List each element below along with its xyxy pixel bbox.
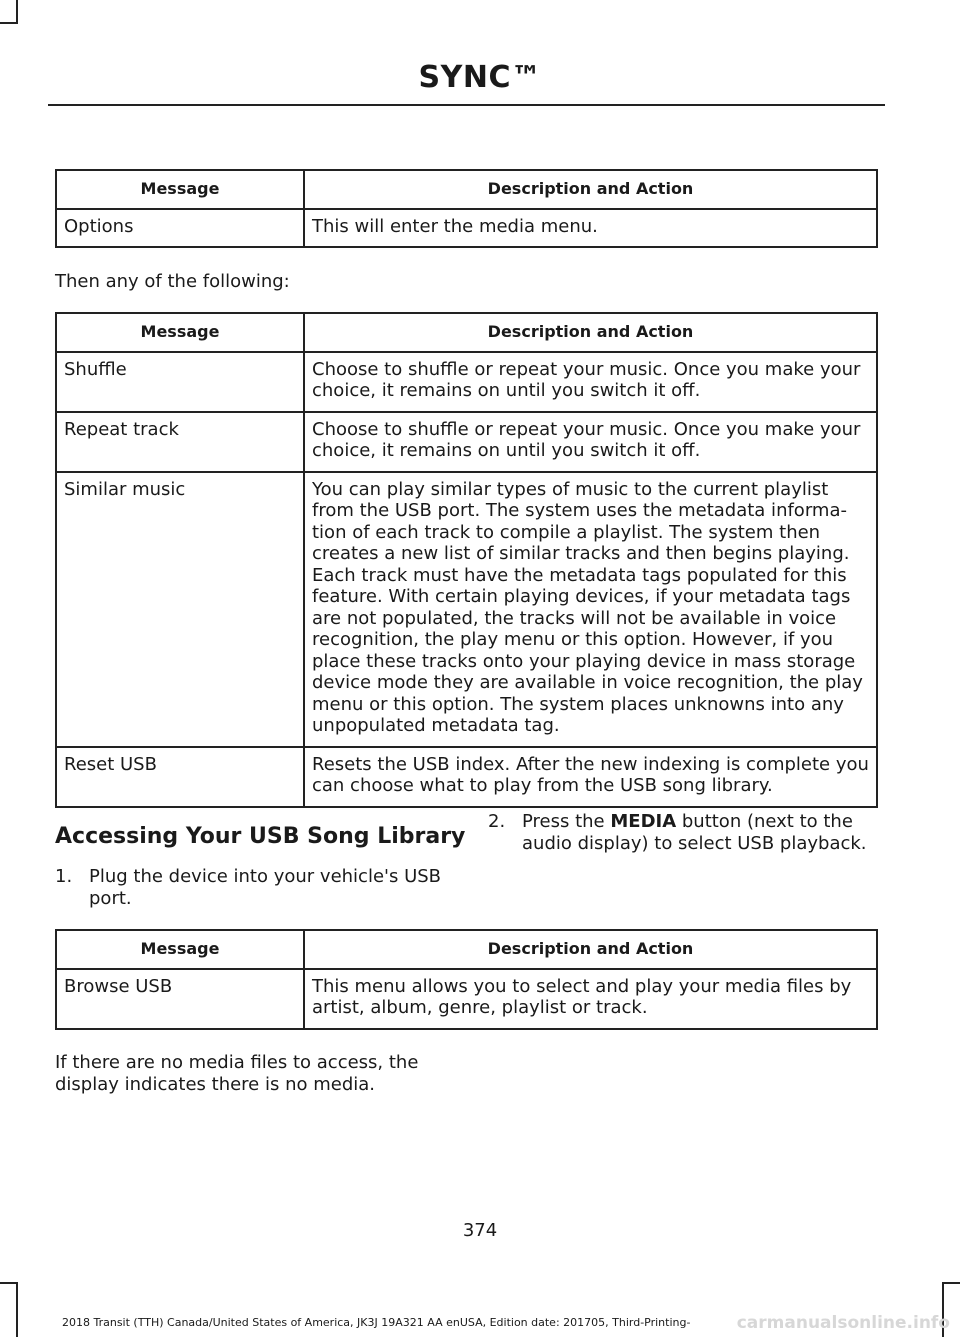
header-divider [48,104,885,106]
step-text [522,811,880,854]
section-heading: Accessing Your USB Song Library [55,824,466,849]
column-header-message: Message [56,930,304,969]
step-number: 1. [55,866,73,887]
table-row [56,747,877,807]
description-cell: You can play similar types of music to the current playlist from the USB port. The system uses the metadata informa-tion of each track to compile a playlist. The system then creates a new list of similar tracks and then begins playing. Each track must have the metadata tags populated for this feature. With certain playing devices, if your metadata tags are not populated, the tracks will not be available in voice recognition, the play menu or this option. However, if you place these tracks onto your playing device in mass storage device mode they are available in voice recognition, the play menu or this option. The system places unknowns into any unpopulated metadata tag. [304,472,877,747]
description-cell: This will enter the media menu. [304,209,877,248]
no-media-text: If there are no media files to access, the display indicates there is no media. [55,1052,419,1095]
description-cell: This menu allows you to select and play your media files by artist, album, genre, playlist or track. [304,969,877,1029]
column-header-description: Description and Action [304,170,877,209]
crop-mark [0,22,18,24]
column-header-message: Message [56,170,304,209]
table-header-row [56,930,877,969]
crop-mark [16,1282,18,1337]
message-cell: Options [56,209,304,248]
message-cell: Repeat track [56,412,304,472]
message-cell: Browse USB [56,969,304,1029]
options-table [55,169,878,248]
table-row [56,209,877,248]
table-row [56,352,877,412]
step-text: Plug the device into your vehicle's USB port. [89,866,442,909]
description-cell: Choose to shuffle or repeat your music. Once you make your choice, it remains on until you switch it off. [304,412,877,472]
message-cell: Reset USB [56,747,304,807]
column-header-message: Message [56,313,304,352]
table-row [56,969,877,1029]
step-text-pre: Press the [522,811,611,832]
then-text: Then any of the following: [55,271,290,292]
footer-text: 2018 Transit (TTH) Canada/United States of America, JK3J 19A321 AA enUSA, Edition date: 201705, Third-Printing- [62,1316,691,1329]
message-cell: Similar music [56,472,304,747]
column-header-description: Description and Action [304,930,877,969]
watermark: carmanualsonline.info [736,1313,950,1333]
page-number: 374 [462,1220,498,1241]
step-2 [488,811,880,855]
table-header-row [56,313,877,352]
description-cell: Resets the USB index. After the new indexing is complete you can choose what to play from the USB song library. [304,747,877,807]
crop-mark [16,0,18,22]
table-row [56,412,877,472]
following-table [55,312,878,808]
table-header-row [56,170,877,209]
description-cell: Choose to shuffle or repeat your music. Once you make your choice, it remains on until you switch it off. [304,352,877,412]
browse-table [55,929,878,1030]
step-1 [55,866,450,910]
crop-mark [0,1282,18,1284]
table-row [56,472,877,747]
media-button-label: MEDIA [610,811,677,832]
message-cell: Shuffle [56,352,304,412]
column-header-description: Description and Action [304,313,877,352]
page-title: SYNC™ [418,60,542,95]
step-text-post: button (next to the audio display) to select USB playback. [522,811,867,854]
crop-mark [942,1282,960,1284]
step-number: 2. [488,811,506,832]
